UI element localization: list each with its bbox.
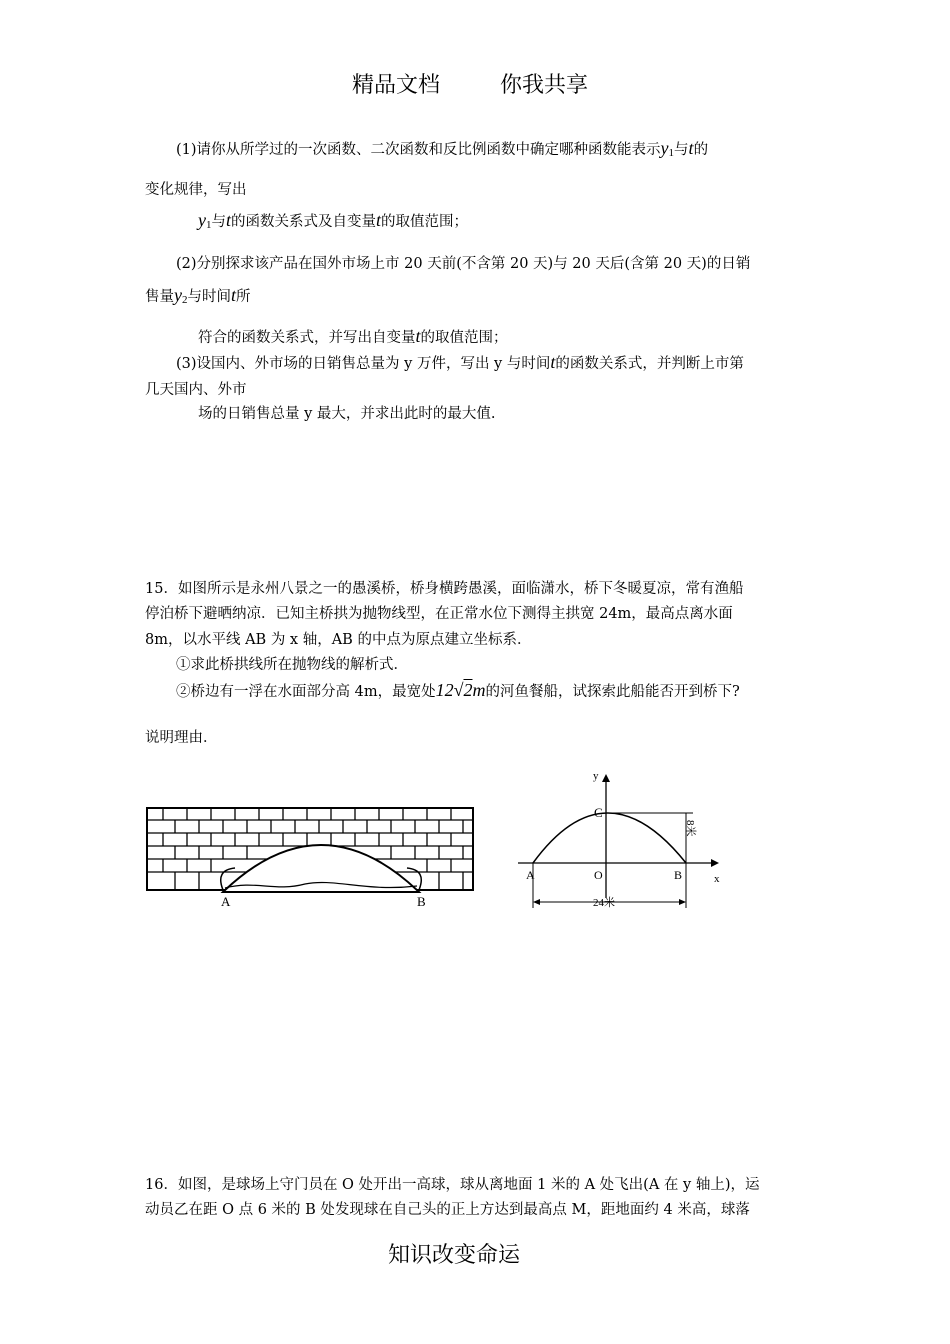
var-y1: y1 [660,138,675,159]
height-label: 8米 [684,820,696,837]
q14-part2-line2: 售量y2与时间t所 [145,285,251,306]
header-right: 你我共享 [500,73,589,98]
q15-sub1: ①求此桥拱线所在抛物线的解析式． [176,657,408,673]
var-y2: y2 [174,285,188,306]
y-axis-label: y [593,770,599,782]
q16-line2: 动员乙在距 O 点 6 米的 B 处发现球在自己头的正上方达到最高点 M，距地面约 4 米高，球落 [145,1202,750,1218]
y-axis-arrow [602,774,610,782]
radical-expression: 12√2m [435,680,486,700]
x-axis-arrow [711,859,719,867]
q14-part3-line2: 几天国内、外市 [145,382,247,398]
x-axis-label: x [714,873,720,885]
q14-part1-line3: y1与t的函数关系式及自变量t的取值范围； [198,210,469,231]
parabola-graph [515,768,725,913]
q15-sub2-tail: 说明理由． [145,730,218,746]
q14-part1-line2: 变化规律，写出 [145,182,247,198]
q15-sub2: ②桥边有一浮在水面部分高 4m，最宽处12√2m的河鱼餐船，试探索此船能否开到桥下? [176,680,740,700]
point-o-label: O [594,868,603,882]
q14-part3-line1: (3)设国内、外市场的日销售总量为 y 万件，写出 y 与时间t的函数关系式，并判断上市第 [176,352,744,372]
q14-part2-line3: 符合的函数关系式，并写出自变量t的取值范围； [198,326,508,346]
q15-line1: 15．如图所示是永州八景之一的愚溪桥，桥身横跨愚溪，面临潇水，桥下冬暖夏凉，常有渔船 [145,581,744,597]
bridge-figure [145,800,475,910]
var-t: t [688,138,694,158]
bridge-label-b: B [417,894,426,909]
footer-slogan: 知识改变命运 [388,1243,521,1268]
point-c-label: C [594,805,603,820]
q15-line2: 停泊桥下避晒纳凉．已知主桥拱为抛物线型，在正常水位下测得主拱宽 24m，最高点离水面 [145,606,733,622]
width-label: 24米 [593,897,615,909]
q14-part1-line1: (1)请你从所学过的一次函数、二次函数和反比例函数中确定哪种函数能表示y1与t的 [176,138,709,159]
header-left: 精品文档 [352,73,441,98]
bridge-label-a: A [221,894,231,909]
q14-part2-line1: (2)分别探求该产品在国外市场上市 20 天前(不含第 20 天)与 20 天后(含第 20 天)的日销 [176,256,751,272]
point-a-label: A [526,868,535,882]
q16-line1: 16．如图，是球场上守门员在 O 处开出一高球，球从离地面 1 米的 A 处飞出(A 在 y 轴上)，运 [145,1177,760,1193]
q15-line3: 8m，以水平线 AB 为 x 轴，AB 的中点为原点建立坐标系． [145,632,532,648]
point-b-label: B [674,868,683,882]
q14-part3-line3: 场的日销售总量 y 最大，并求出此时的最大值. [198,406,496,422]
parabola-curve [533,813,686,863]
